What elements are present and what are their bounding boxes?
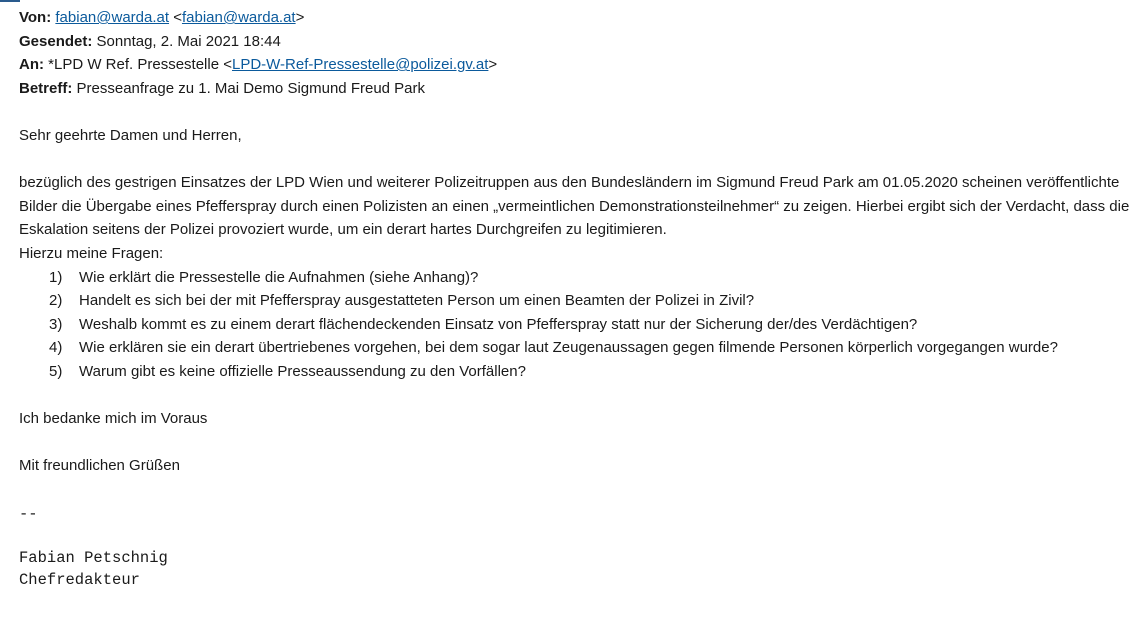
list-item — [19, 336, 1144, 360]
subject-value: Presseanfrage zu 1. Mai Demo Sigmund Freud Park — [76, 79, 426, 97]
top-edge-decoration — [0, 0, 20, 2]
list-item — [19, 360, 1144, 384]
list-item — [19, 266, 1144, 290]
spacer — [19, 431, 1144, 455]
signature-name: Fabian Petschnig — [19, 549, 168, 568]
header-sent — [19, 30, 1144, 54]
sent-value: Sonntag, 2. Mai 2021 18:44 — [96, 32, 281, 50]
list-item-number: 3) — [49, 315, 63, 333]
from-bracket-open: < — [173, 9, 182, 26]
spacer — [19, 525, 1144, 547]
thanks-line: Ich bedanke mich im Voraus — [19, 410, 208, 428]
signature-separator: -- — [19, 505, 38, 524]
questions-intro: Hierzu meine Fragen: — [19, 244, 164, 262]
list-item-number: 5) — [49, 362, 63, 380]
header-to — [19, 53, 1144, 77]
from-email-link[interactable]: fabian@warda.at — [55, 9, 170, 26]
to-email-link[interactable]: LPD-W-Ref-Pressestelle@polizei.gv.at — [232, 56, 489, 74]
email-message — [19, 6, 1144, 591]
list-item-text: Wie erklären sie ein derart übertriebenes vorgehen, bei dem sogar laut Zeugenaussagen gegen filmende Personen körperlich vorgegangen wurde? — [79, 339, 1058, 357]
list-item-number: 1) — [49, 268, 63, 286]
to-bracket-close: > — [488, 56, 498, 74]
spacer — [19, 384, 1144, 408]
list-item-text: Wie erklärt die Pressestelle die Aufnahmen (siehe Anhang)? — [79, 268, 479, 286]
questions-list — [19, 266, 1144, 384]
list-item — [19, 313, 1144, 337]
greeting: Sehr geehrte Damen und Herren, — [19, 126, 242, 144]
from-email-bracket-link[interactable]: fabian@warda.at — [181, 9, 296, 26]
header-from — [19, 6, 1144, 30]
subject-label: Betreff: — [19, 79, 73, 97]
list-item-number: 4) — [49, 339, 63, 357]
sent-label: Gesendet: — [19, 32, 93, 50]
spacer — [19, 478, 1144, 502]
list-item-number: 2) — [49, 292, 63, 310]
header-subject — [19, 77, 1144, 101]
spacer — [19, 148, 1144, 172]
spacer — [19, 100, 1144, 124]
signature-title: Chefredakteur — [19, 571, 140, 590]
to-label: An: — [19, 56, 44, 74]
from-bracket-close: > — [295, 9, 305, 26]
list-item-text: Warum gibt es keine offizielle Presseaussendung zu den Vorfällen? — [79, 362, 526, 380]
body-paragraph: bezüglich des gestrigen Einsatzes der LPD Wien und weiterer Polizeitruppen aus den Bundesländern im Sigmund Freud Park am 01.05.2020 scheinen veröffentlichte Bilder die Übergabe eines Pfefferspray durch einen Polizisten an einen „vermeintlichen Demonstrationsteilnehmer“ zu zeigen. Hierbei ergibt sich der Verdacht, dass die Eskalation seitens der Polizei provoziert wurde, um ein derart hartes Durchgreifen zu legitimieren. — [19, 174, 1130, 239]
to-name: *LPD W Ref. Pressestelle — [48, 56, 220, 74]
to-bracket-open: < — [223, 56, 232, 74]
closing-line: Mit freundlichen Grüßen — [19, 457, 180, 475]
list-item-text: Weshalb kommt es zu einem derart flächendeckenden Einsatz von Pfefferspray statt nur der Sicherung der/des Verdächtigen? — [79, 315, 918, 333]
list-item-text: Handelt es sich bei der mit Pfefferspray ausgestatteten Person um einen Beamten der Polizei in Zivil? — [79, 292, 755, 310]
from-label: Von: — [19, 9, 52, 26]
list-item — [19, 289, 1144, 313]
